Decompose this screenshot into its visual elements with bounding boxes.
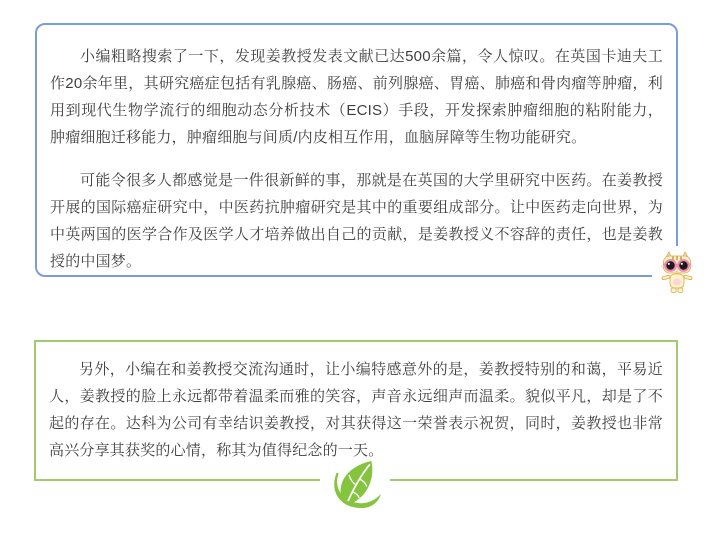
- cat-sunglasses-icon: [661, 251, 693, 300]
- cat-sticker: [652, 246, 702, 304]
- leaf-logo: [320, 461, 390, 514]
- intro-paragraph-2: 可能令很多人都感觉是一件很新鲜的事，那就是在英国的大学里研究中医药。在姜教授开展的国际癌症研究中，中医药抗肿瘤研究是其中的重要组成部分。让中医药走向世界，为中英两国的医学合作及医学人才培养做出自己的贡献，是姜教授义不容辞的责任，也是姜教授的中国梦。: [50, 172, 663, 270]
- closing-paragraph: 另外，小编在和姜教授交流沟通时，让小编特感意外的是，姜教授特别的和蔼，平易近人，姜教授的脸上永远都带着温柔而雅的笑容，声音永远细声而温柔。貌似平凡，却是了不起的存在。达科为公司有幸结识姜教授，对其获得这一荣誉表示祝贺，同时，姜教授也非常高兴分享其获奖的心情，称其为值得纪念的一天。: [49, 361, 663, 459]
- intro-card: [35, 23, 678, 277]
- intro-paragraph-1: 小编粗略搜索了一下，发现姜教授发表文献已达500余篇，令人惊叹。在英国卡迪夫工作20余年里，其研究癌症包括有乳腺癌、肠癌、前列腺癌、胃癌、肺癌和骨肉瘤等肿瘤，利用到现代生物学流行的细胞动态分析技术（ECIS）手段，开发探索肿瘤细胞的粘附能力，肿瘤细胞迁移能力，肿瘤细胞与间质/内皮相互作用，血脑屏障等生物功能研究。: [50, 48, 663, 146]
- leaf-icon: [326, 460, 384, 515]
